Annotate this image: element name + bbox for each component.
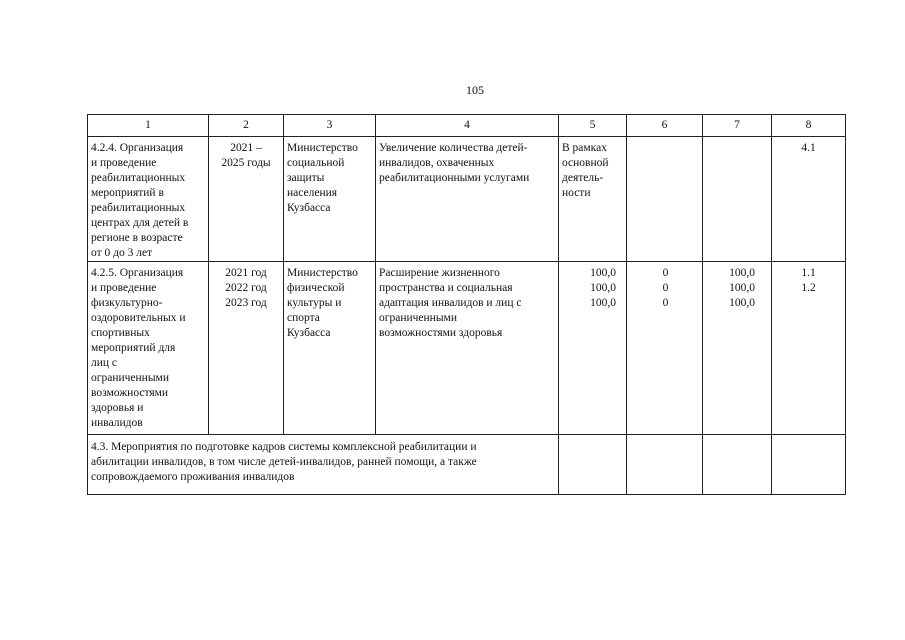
funding-cell: 100,0 100,0 100,0 bbox=[559, 262, 627, 435]
value-cell-7 bbox=[703, 137, 772, 262]
section-cell-6 bbox=[627, 435, 703, 495]
table-row bbox=[88, 137, 846, 262]
header-cell: 7 bbox=[703, 115, 772, 137]
section-cell-8 bbox=[772, 435, 846, 495]
header-cell: 3 bbox=[284, 115, 376, 137]
indicator-cell: 4.1 bbox=[772, 137, 846, 262]
indicator-cell: 1.1 1.2 bbox=[772, 262, 846, 435]
section-cell-5 bbox=[559, 435, 627, 495]
measure-cell: 4.2.5. Организация и проведение физкультурно- оздоровительных и спортивных мероприятий для лиц с ограниченными возможностями здоровья и инвалидов bbox=[88, 262, 209, 435]
executor-cell: Министерство социальной защиты населения Кузбасса bbox=[284, 137, 376, 262]
value-cell-7: 100,0 100,0 100,0 bbox=[703, 262, 772, 435]
value-cell-6 bbox=[627, 137, 703, 262]
measure-cell: 4.2.4. Организация и проведение реабилитационных мероприятий в реабилитационных центрах для детей в регионе в возрасте от 0 до 3 лет bbox=[88, 137, 209, 262]
period-cell: 2021 – 2025 годы bbox=[209, 137, 284, 262]
header-cell: 1 bbox=[88, 115, 209, 137]
section-row bbox=[88, 435, 846, 495]
section-title: 4.3. Мероприятия по подготовке кадров системы комплексной реабилитации и абилитации инвалидов, в том числе детей-инвалидов, ранней помощи, а также сопровождаемого проживания инвалидов bbox=[88, 435, 559, 495]
result-cell: Расширение жизненного пространства и социальная адаптация инвалидов и лиц с ограниченными возможностями здоровья bbox=[376, 262, 559, 435]
section-cell-7 bbox=[703, 435, 772, 495]
header-cell: 6 bbox=[627, 115, 703, 137]
header-cell: 4 bbox=[376, 115, 559, 137]
result-cell: Увеличение количества детей- инвалидов, охваченных реабилитационными услугами bbox=[376, 137, 559, 262]
value-cell-6: 0 0 0 bbox=[627, 262, 703, 435]
executor-cell: Министерство физической культуры и спорта Кузбасса bbox=[284, 262, 376, 435]
header-cell: 5 bbox=[559, 115, 627, 137]
period-cell: 2021 год 2022 год 2023 год bbox=[209, 262, 284, 435]
header-row bbox=[88, 115, 846, 137]
data-table bbox=[87, 114, 846, 495]
funding-cell: В рамках основной деятель- ности bbox=[559, 137, 627, 262]
header-cell: 2 bbox=[209, 115, 284, 137]
header-cell: 8 bbox=[772, 115, 846, 137]
table-row bbox=[88, 262, 846, 435]
page-number: 105 bbox=[466, 83, 484, 97]
